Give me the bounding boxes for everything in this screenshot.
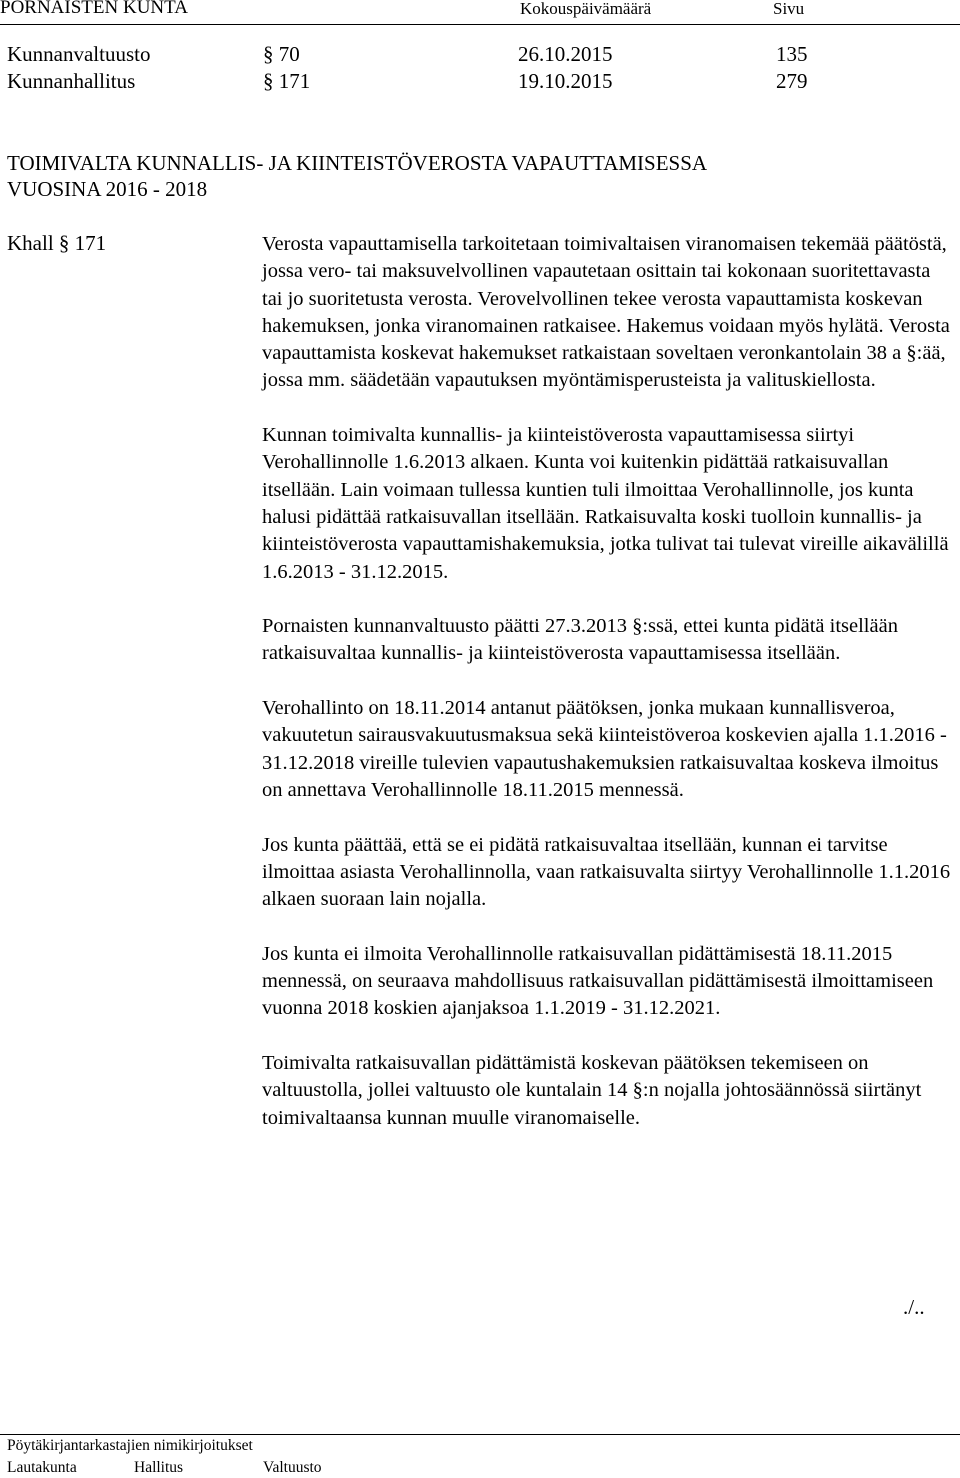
meeting-body: Kunnanvaltuusto	[7, 42, 151, 66]
date-column-label: Kokouspäivämäärä	[520, 0, 652, 18]
meeting-page: 279	[776, 69, 808, 93]
paragraph: Pornaisten kunnanvaltuusto päätti 27.3.2013 §:ssä, ettei kunta pidätä itsellään ratkaisuvaltaa kunnallis- ja kiinteistöverosta vapauttamisessa itsellään.	[262, 615, 898, 665]
header-rule	[0, 24, 960, 25]
signatures-label: Pöytäkirjantarkastajien nimikirjoitukset	[7, 1437, 253, 1454]
paragraph: Kunnan toimivalta kunnallis- ja kiinteistöverosta vapauttamisessa siirtyi Verohallinnolle 1.6.2013 alkaen. Kunta voi kuitenkin pidättää ratkaisuvallan itsellään. Lain voimaan tullessa kuntien tuli ilmoittaa Verohallinnolle, jos kunta halusi pidättää ratkaisuvallan itsellään. Ratkaisuvalta koski tuolloin kunnallis- ja kiinteistöverosta vapauttamishakemuksia, jotka tulivat tai tulevat vireille aikavälillä 1.6.2013 - 31.12.2015.	[262, 424, 949, 583]
paragraph: Verosta vapauttamisella tarkoitetaan toimivaltaisen viranomaisen tekemää päätöstä, jossa vero- tai maksuvelvollinen vapautetaan osittain tai kokonaan suoritettavasta tai jo suoritetusta verosta. Verovelvollinen tekee verosta vapauttamista koskevan hakemuksen, jonka viranomainen ratkaisee. Hakemus voidaan myös hylätä. Verosta vapauttamista koskevat hakemukset ratkaistaan soveltaen veronkantolain 38 a §:ää, jossa mm. säädetään vapautuksen myöntämisperusteista ja valituskiellosta.	[262, 233, 950, 392]
meeting-page: 135	[776, 42, 808, 66]
footer-rule	[0, 1434, 960, 1435]
document-title-line: TOIMIVALTA KUNNALLIS- JA KIINTEISTÖVEROSTA VAPAUTTAMISESSA	[7, 151, 708, 175]
body-text	[262, 231, 952, 1132]
organization-name: PORNAISTEN KUNTA	[0, 0, 188, 18]
meeting-date: 26.10.2015	[518, 42, 613, 66]
meeting-body: Kunnanhallitus	[7, 69, 136, 93]
footer-body-label: Valtuusto	[263, 1459, 322, 1476]
paragraph: Jos kunta päättää, että se ei pidätä ratkaisuvaltaa itsellään, kunnan ei tarvitse ilmoittaa asiasta Verohallinnolla, vaan ratkaisuvalta siirtyy Verohallinnolle 1.1.2016 alkaen suoraan lain nojalla.	[262, 833, 951, 911]
document-title-line: VUOSINA 2016 - 2018	[7, 177, 208, 201]
paragraph: Jos kunta ei ilmoita Verohallinnolle ratkaisuvallan pidättämisestä 18.11.2015 mennessä, on seuraava mahdollisuus ratkaisuvallan pidättämisestä ilmoittamiseen vuonna 2018 koskien ajanjaksoa 1.1.2019 - 31.12.2021.	[262, 942, 934, 1020]
agenda-item-label: Khall § 171	[7, 231, 107, 255]
meeting-date: 19.10.2015	[518, 69, 613, 93]
paragraph: Verohallinto on 18.11.2014 antanut päätöksen, jonka mukaan kunnallisveroa, vakuutetun sairausvakuutusmaksua sekä kiinteistöveroa koskevien ajalla 1.1.2016 - 31.12.2018 vireille tulevien vapautushakemuksien ratkaisuvaltaa koskeva ilmoitus on annettava Verohallinnolle 18.11.2015 mennessä.	[262, 697, 947, 801]
page-column-label: Sivu	[773, 0, 805, 18]
meeting-section: § 171	[263, 69, 311, 93]
continuation-mark: ./..	[903, 1295, 925, 1319]
meeting-section: § 70	[263, 42, 300, 66]
paragraph: Toimivalta ratkaisuvallan pidättämistä koskevan päätöksen tekemiseen on valtuustolla, jollei valtuusto ole kuntalain 14 §:n nojalla johtosäännössä siirtänyt toimivaltaansa kunnan muulle viranomaiselle.	[262, 1051, 922, 1129]
document-title	[7, 150, 707, 202]
footer-body-label: Hallitus	[134, 1459, 184, 1476]
footer-body-label: Lautakunta	[7, 1459, 77, 1476]
